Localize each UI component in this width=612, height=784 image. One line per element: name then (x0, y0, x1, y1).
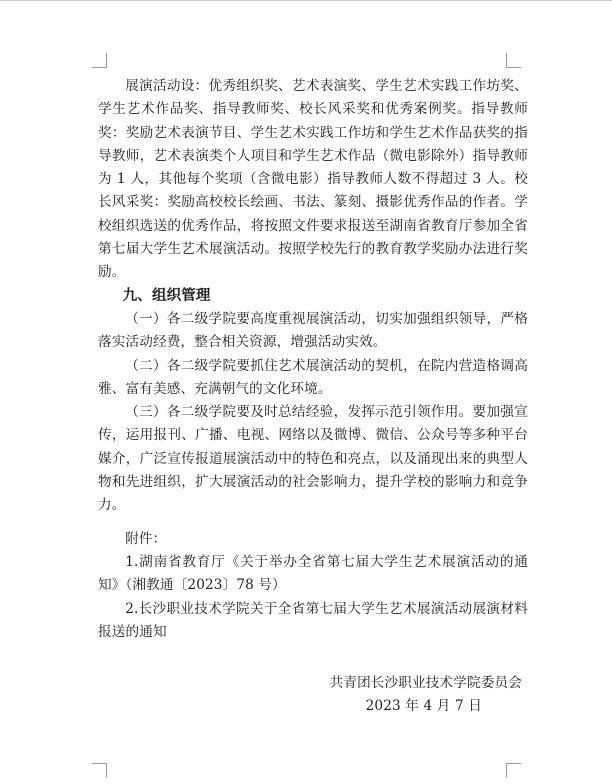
margin-mark-top-right (506, 53, 521, 68)
margin-mark-bottom-left (92, 763, 107, 778)
attachment-item-1: 1.湖南省教育厅《关于举办全省第七届大学生艺术展演活动的通知》（湘教通〔2023〕78 号） (98, 553, 528, 594)
awards-paragraph: 展演活动设：优秀组织奖、艺术表演奖、学生艺术实践工作坊奖、学生艺术作品奖、指导教师奖、校长风采奖和优秀案例奖。指导教师奖：奖励艺术表演节目、学生艺术实践工作坊和学生艺术作品获奖的指导教师，艺术表演类个人项目和学生艺术作品（微电影除外）指导教师为 1 人，其他每个奖项（含微电影）指导教师人数不得超过 3 人。校长风采奖：奖励高校校长绘画、书法、篆刻、摄影优秀作品的作者。学校组织选送的优秀作品，将按照文件要求报送至湖南省教育厅参加全省第七届大学生艺术展演活动。按照学校先行的教育教学奖励办法进行奖励。 (98, 78, 528, 281)
signature-date: 2023 年 4 月 7 日 (365, 698, 482, 715)
margin-mark-top-left (92, 53, 107, 68)
attachments-title: 附件： (125, 530, 167, 547)
margin-mark-bottom-right (506, 763, 521, 778)
attachment-item-2: 2.长沙职业技术学院关于全省第七届大学生艺术展演活动展演材料报送的通知 (98, 600, 528, 640)
signature-organization: 共青团长沙职业技术学院委员会 (329, 675, 522, 692)
management-item-3: （三）各二级学院要及时总结经验，发挥示范引领作用。要加强宣传，运用报刊、广播、电视、网络以及微博、微信、公众号等多种平台媒介，广泛宣传报道展演活动中的特色和亮点，以及涌现出来的典型人物和先进组织，扩大展演活动的社会影响力，提升学校的影响力和竞争力。 (98, 404, 528, 514)
management-item-2: （二）各二级学院要抓住艺术展演活动的契机，在院内营造格调高雅、富有美感、充满朝气的文化环境。 (98, 357, 528, 397)
management-item-1: （一）各二级学院要高度重视展演活动，切实加强组织领导，严格落实活动经费，整合相关资源，增强活动实效。 (98, 310, 528, 351)
section-heading: 九、组织管理 (122, 287, 211, 304)
document-body (98, 75, 528, 719)
